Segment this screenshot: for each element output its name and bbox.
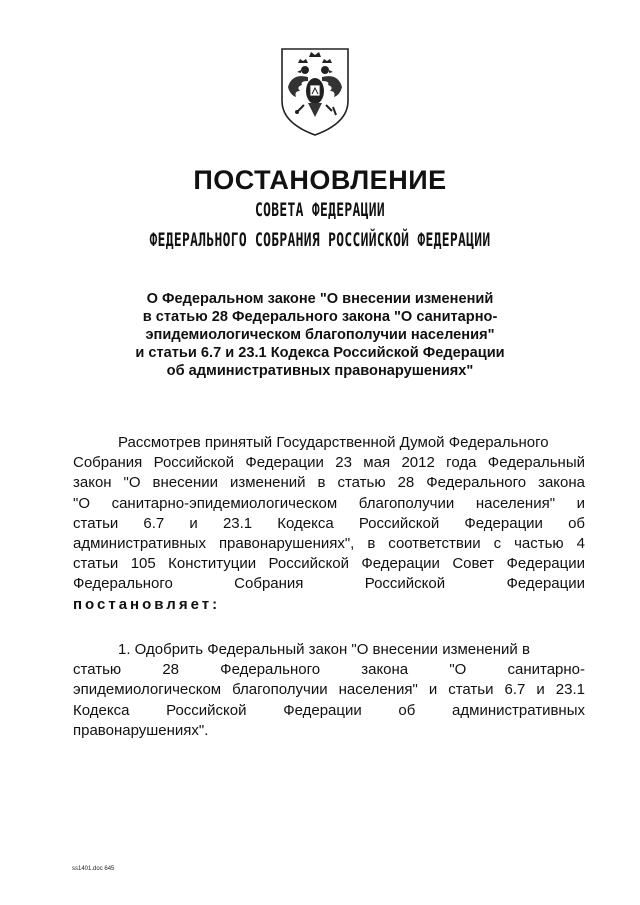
paragraph-line: эпидемиологическом благополучии населения" и статьи 6.7 и 23.1 — [73, 681, 585, 699]
paragraph-line: Федерального Собрания Российской Федерации — [73, 575, 585, 593]
issuer-line-1: СОВЕТА ФЕДЕРАЦИИ — [255, 199, 385, 221]
paragraph-line: Кодекса Российской Федерации об административных — [73, 701, 585, 719]
russian-coat-of-arms-icon — [278, 45, 352, 137]
heading-line: об административных правонарушениях" — [166, 363, 474, 379]
paragraph-line: 1. Одобрить Федеральный закон "О внесении изменений в — [118, 641, 530, 658]
paragraph-line: Собрания Российской Федерации 23 мая 2012 года Федеральный — [73, 454, 585, 472]
paragraph-line: статью 28 Федерального закона "О санитарно- — [73, 661, 585, 679]
resolution-heading — [80, 290, 560, 380]
paragraph-line: административных правонарушениях", в соответствии с частью 4 — [73, 535, 585, 553]
issuer-line-2: ФЕДЕРАЛЬНОГО СОБРАНИЯ РОССИЙСКОЙ ФЕДЕРАЦИИ — [149, 229, 491, 251]
paragraph-line: правонарушениях". — [73, 721, 209, 739]
paragraph-line: Рассмотрев принятый Государственной Думой Федерального — [118, 434, 549, 451]
clause-1-paragraph — [73, 640, 585, 741]
heading-line: эпидемиологическом благополучии населения" — [145, 327, 495, 343]
paragraph-line: статьи 105 Конституции Российской Федерации Совет Федерации — [73, 555, 585, 573]
heading-line: О Федеральном законе "О внесении изменений — [146, 291, 494, 307]
preamble-paragraph — [73, 433, 585, 615]
heading-line: в статью 28 Федерального закона "О санитарно- — [142, 309, 498, 325]
document-code: ss1401.doc 645 — [72, 866, 115, 872]
resolves-word: постановляет: — [73, 595, 221, 613]
paragraph-line: закон "О внесении изменений в статью 28 Федерального закона — [73, 474, 585, 492]
paragraph-line: статьи 6.7 и 23.1 Кодекса Российской Федерации об — [73, 514, 585, 532]
heading-line: и статьи 6.7 и 23.1 Кодекса Российской Федерации — [135, 345, 505, 361]
document-type-title: ПОСТАНОВЛЕНИЕ — [193, 165, 447, 195]
paragraph-line: "О санитарно-эпидемиологическом благополучии населения" и — [73, 494, 585, 512]
